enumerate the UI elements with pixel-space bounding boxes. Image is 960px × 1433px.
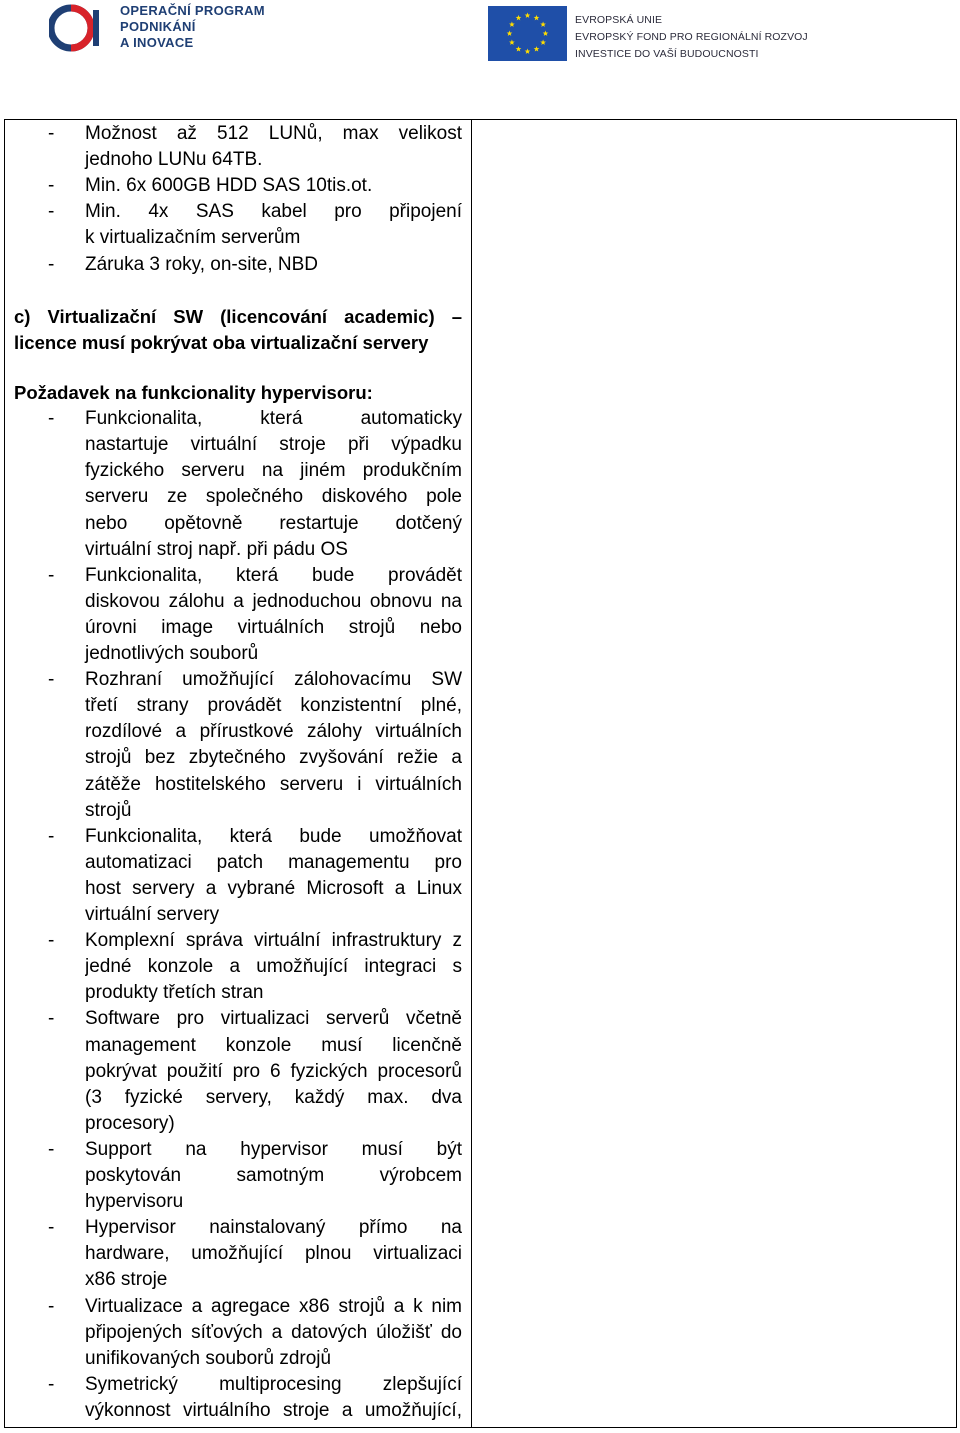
text-line: Rozhraní umožňující zálohovacímu SW	[85, 669, 462, 691]
list-bullet: -	[48, 1217, 55, 1239]
text-line: serveru ze společného diskového pole	[85, 486, 462, 508]
list-bullet: -	[48, 175, 55, 197]
list-bullet: -	[48, 1373, 55, 1395]
text-line: Hypervisor nainstalovaný přímo na	[85, 1217, 462, 1239]
text-line: Support na hypervisor musí být	[85, 1138, 462, 1160]
list-bullet: -	[48, 1008, 55, 1030]
text-line: úrovni image virtuálních strojů nebo	[85, 616, 462, 638]
op-pia-mark-icon	[49, 2, 101, 54]
text-line: x86 stroje	[85, 1269, 168, 1291]
list-bullet: -	[48, 123, 55, 144]
text-line: k virtualizačním serverům	[85, 227, 301, 249]
text-line: strojů bez zbytečného zvyšování režie a	[85, 747, 462, 769]
text-line: (3 fyzické servery, každý max. dva	[85, 1086, 462, 1108]
op-logo-line: PODNIKÁNÍ	[120, 19, 196, 34]
text-line: poskytován samotným výrobcem	[85, 1165, 462, 1186]
text-line: nebo opětovně restartuje dotčený	[85, 512, 462, 534]
text-line: procesory)	[85, 1112, 175, 1134]
text-line: automatizaci patch managementu pro	[85, 851, 462, 873]
text-line: výkonnost virtuálního stroje a umožňující,	[85, 1399, 462, 1421]
op-logo-line: OPERAČNÍ PROGRAM	[120, 3, 265, 18]
list-bullet: -	[48, 201, 55, 223]
text-line: hardware, umožňující plnou virtualizaci	[85, 1243, 462, 1265]
text-line: licence musí pokrývat oba virtualizační servery	[14, 332, 429, 354]
eu-logo-line: EVROPSKÝ FOND PRO REGIONÁLNÍ ROZVOJ	[575, 31, 808, 43]
text-line: jednoho LUNu 64TB.	[85, 149, 263, 171]
eu-logo-text	[575, 12, 808, 63]
text-line: Min. 6x 600GB HDD SAS 10tis.ot.	[85, 175, 373, 197]
list-bullet: -	[48, 669, 55, 691]
text-line: Virtualizace a agregace x86 strojů a k nim	[85, 1295, 462, 1317]
text-line: zátěže hostitelského serveru i virtuálních	[85, 773, 462, 795]
eu-logo-line: EVROPSKÁ UNIE	[575, 14, 663, 26]
list-bullet: -	[48, 930, 55, 952]
text-line: management konzole musí licenčně	[85, 1034, 462, 1056]
table-right-cell	[472, 120, 956, 1427]
eu-logo	[488, 6, 808, 62]
list-bullet: -	[48, 1138, 55, 1160]
text-line: Funkcionalita, která bude provádět	[85, 564, 462, 586]
table-left-cell	[14, 120, 462, 1427]
text-line: Symetrický multiprocesing zlepšující	[85, 1373, 462, 1395]
text-line: strojů	[85, 799, 132, 821]
text-line: produkty třetích stran	[85, 982, 264, 1004]
text-line: Min. 4x SAS kabel pro připojení	[85, 201, 462, 223]
text-line: jednotlivých souborů	[85, 643, 259, 664]
text-line: virtuální stroj např. při pádu OS	[85, 538, 348, 560]
text-line: Požadavek na funkcionality hypervisoru:	[14, 382, 373, 403]
list-bullet: -	[48, 825, 55, 847]
text-line: hypervisoru	[85, 1191, 184, 1213]
text-line: Záruka 3 roky, on-site, NBD	[85, 253, 319, 275]
text-line: třetí strany provádět konzistentní plné,	[85, 695, 462, 717]
eu-flag-icon	[488, 6, 567, 61]
text-line: Komplexní správa virtuální infrastruktury z	[85, 930, 462, 952]
op-pia-logo-text	[120, 3, 265, 51]
eu-logo-line: INVESTICE DO VAŠÍ BUDOUCNOSTI	[575, 48, 759, 60]
text-line: nastartuje virtuální stroje při výpadku	[85, 434, 462, 456]
text-line: Možnost až 512 LUNů, max velikost	[85, 123, 462, 144]
text-line: host servery a vybrané Microsoft a Linux	[85, 877, 462, 899]
text-line: jedné konzole a umožňující integraci s	[85, 956, 462, 978]
text-line: připojených síťových a datových úložišť do	[85, 1321, 462, 1343]
text-line: Funkcionalita, která bude umožňovat	[85, 825, 462, 847]
text-line: rozdílové a přírustkové zálohy virtuálních	[85, 721, 462, 743]
text-line: fyzického serveru na jiném produkčním	[85, 460, 462, 482]
text-line: pokrývat použití pro 6 fyzických procesorů	[85, 1060, 462, 1082]
list-bullet: -	[48, 564, 55, 586]
text-line: diskovou zálohu a jednoduchou obnovu na	[85, 590, 462, 612]
list-bullet: -	[48, 253, 55, 275]
text-line: c) Virtualizační SW (licencování academic) –	[14, 306, 462, 327]
list-bullet: -	[48, 1295, 55, 1317]
text-line: virtuální servery	[85, 904, 220, 925]
list-bullet: -	[48, 408, 55, 430]
text-line: unifikovaných souborů zdrojů	[85, 1347, 332, 1369]
op-pia-logo	[49, 2, 309, 56]
text-line: Funkcionalita, která automaticky	[85, 408, 462, 430]
op-logo-line: A INOVACE	[120, 35, 194, 50]
text-line: Software pro virtualizaci serverů včetně	[85, 1008, 462, 1030]
